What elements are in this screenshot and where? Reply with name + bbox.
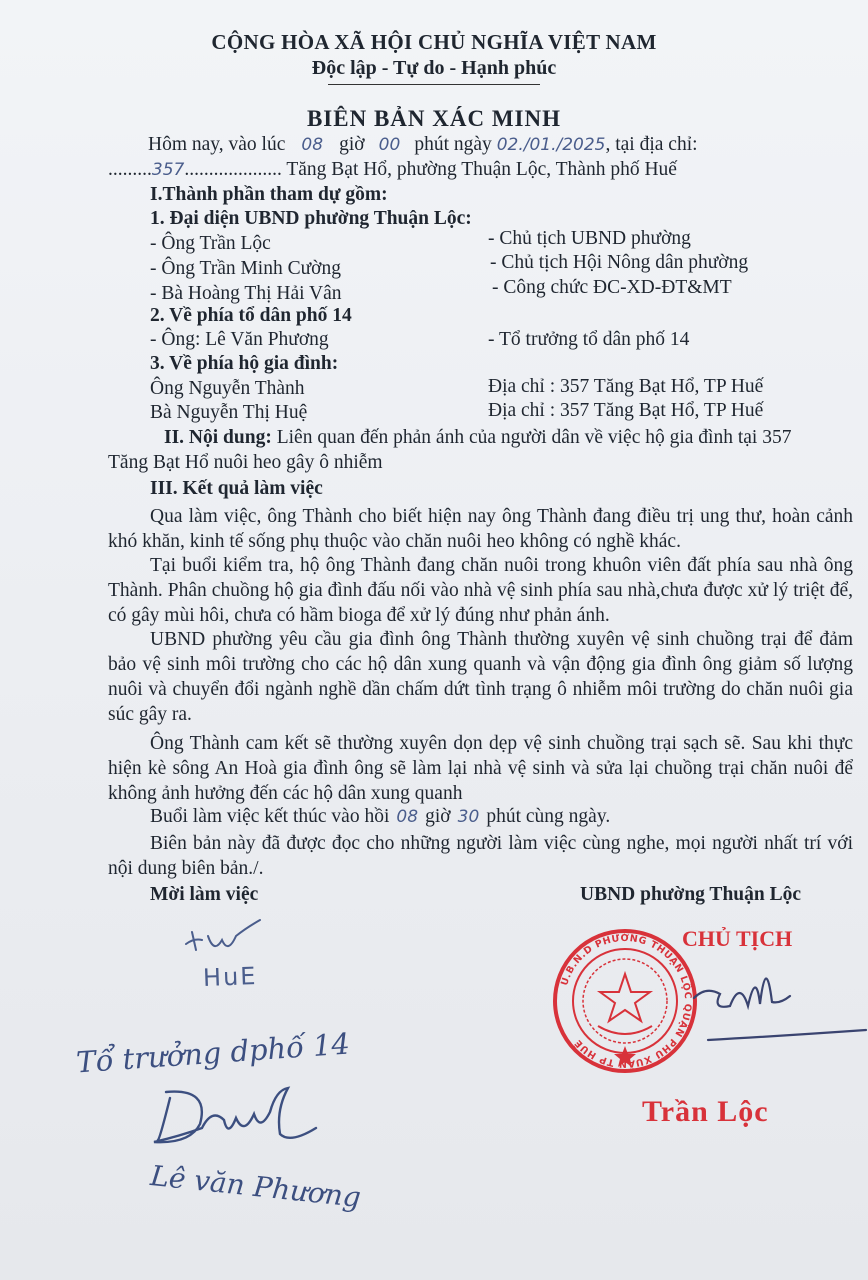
member-role: - Tổ trưởng tổ dân phố 14 <box>488 329 690 350</box>
intro-date: 02./01./2025 <box>496 135 606 155</box>
intro-minute: 00 <box>378 135 401 155</box>
official-stamp <box>550 926 700 1076</box>
intro-dots-a: ......... <box>108 159 152 180</box>
intro-line-2 <box>108 159 677 181</box>
right-signature-title: UBND phường Thuận Lộc <box>580 884 802 905</box>
closing-paragraph: Biên bản này đã được đọc cho những người làm việc cùng nghe, mọi người nhất trí với nội dung biên bản./. <box>108 833 853 879</box>
document-title: BIÊN BẢN XÁC MINH <box>306 106 562 131</box>
left-signature-title: Mời làm việc <box>150 884 259 905</box>
chairman-signature-mark <box>690 940 868 1060</box>
chairman-position: CHỦ TỊCH <box>682 926 793 951</box>
family-member-name: Ông Nguyễn Thành <box>150 378 305 399</box>
subsection-2-heading: 2. Về phía tổ dân phố 14 <box>150 305 352 326</box>
result-paragraph-4: Ông Thành cam kết sẽ thường xuyên dọn dẹp vệ sinh chuồng trại sạch sẽ. Sau khi thực hiện kè sông An Hoà gia đình ông sẽ làm lại nhà vệ sinh và sửa lại chuồng trại chăn nuôi để không ảnh hưởng đến các hộ dân xung quanh <box>108 733 853 804</box>
result-paragraph-1: Qua làm việc, ông Thành cho biết hiện nay ông Thành đang điều trị ung thư, hoàn cảnh khó khăn, kinh tế sống phụ thuộc vào chăn nuôi heo không có nghề khác. <box>108 506 853 552</box>
end-text-c: phút cùng ngày. <box>486 806 611 827</box>
member-name: - Ông Trần Minh Cường <box>150 258 341 279</box>
national-motto: Độc lập - Tự do - Hạnh phúc <box>311 57 557 79</box>
chairman-name: Trần Lộc <box>642 1095 769 1128</box>
signature-name-hue: HuE <box>202 962 258 992</box>
member-name: - Bà Hoàng Thị Hải Vân <box>150 283 342 304</box>
section-2-line-1 <box>164 427 791 449</box>
end-hour: 08 <box>396 807 419 827</box>
subsection-3-heading: 3. Về phía hộ gia đình: <box>150 353 339 374</box>
section-2-text-2: Tăng Bạt Hổ nuôi heo gây ô nhiễm <box>108 452 383 473</box>
intro-dots-b: .................... <box>184 159 282 180</box>
section-2-text-1: Liên quan đến phản ánh của người dân về việc hộ gia đình tại 357 <box>276 427 792 448</box>
stamp-text: U.B.N.D PHƯỜNG THUẬN LỘC QUẬN PHÚ XUÂN TP HUẾ <box>559 932 694 1070</box>
section-3-heading: III. Kết quả làm việc <box>150 478 323 499</box>
end-time-line <box>150 806 610 828</box>
signature-hue-mark <box>180 914 290 962</box>
signature-label-to-truong: Tổ trưởng dphố 14 <box>75 1026 351 1080</box>
intro-text-d: , tại địa chỉ: <box>605 134 698 155</box>
family-member-address: Địa chỉ : 357 Tăng Bạt Hổ, TP Huế <box>488 400 764 421</box>
signature-le-van-phuong-mark <box>140 1078 330 1158</box>
national-title: CỘNG HÒA XÃ HỘI CHỦ NGHĨA VIỆT NAM <box>211 30 657 54</box>
family-member-address: Địa chỉ : 357 Tăng Bạt Hổ, TP Huế <box>488 376 764 397</box>
member-role: - Công chức ĐC-XD-ĐT&MT <box>492 277 732 298</box>
result-paragraph-3: UBND phường yêu cầu gia đình ông Thành thường xuyên vệ sinh chuồng trại để đảm bảo vệ sinh môi trường cho các hộ dân xung quanh và vận động gia đình ông giảm số lượng nuôi và chuyển đổi ngành nghề dần chấm dứt tình trạng ô nhiễm môi trường do chăn nuôi gia súc gây ra. <box>108 629 853 725</box>
end-minute: 30 <box>457 807 480 827</box>
intro-address: Tăng Bạt Hổ, phường Thuận Lộc, Thành phố Huế <box>286 159 677 180</box>
family-member-name: Bà Nguyễn Thị Huệ <box>150 402 308 423</box>
section-1-heading: I.Thành phần tham dự gồm: <box>150 184 388 205</box>
member-role: - Chủ tịch Hội Nông dân phường <box>490 252 749 273</box>
intro-text-a: Hôm nay, vào lúc <box>148 134 286 155</box>
motto-underline <box>328 84 540 85</box>
signature-name-le-van-phuong: Lê văn Phương <box>148 1159 363 1214</box>
intro-hour: 08 <box>301 135 324 155</box>
subsection-1-heading: 1. Đại diện UBND phường Thuận Lộc: <box>150 208 472 229</box>
intro-line-1 <box>148 134 698 156</box>
intro-house-number: 357 <box>151 160 185 180</box>
member-role: - Chủ tịch UBND phường <box>488 228 691 249</box>
member-name: - Ông: Lê Văn Phương <box>150 329 329 350</box>
end-text-a: Buổi làm việc kết thúc vào hồi <box>150 806 390 827</box>
intro-text-b: giờ <box>339 134 365 155</box>
section-2-heading: II. Nội dung: <box>164 427 272 448</box>
intro-text-c: phút ngày <box>414 134 492 155</box>
end-text-b: giờ <box>425 806 451 827</box>
result-paragraph-2: Tại buổi kiểm tra, hộ ông Thành đang chăn nuôi trong khuôn viên đất phía sau nhà ông Thành. Phân chuồng hộ gia đình đấu nối vào nhà vệ sinh phía sau nhà,chưa được xử lý triệt để, có gây mùi hôi, chưa có hầm bioga để xử lý đúng như phản ánh. <box>108 555 853 626</box>
member-name: - Ông Trần Lộc <box>150 233 271 254</box>
